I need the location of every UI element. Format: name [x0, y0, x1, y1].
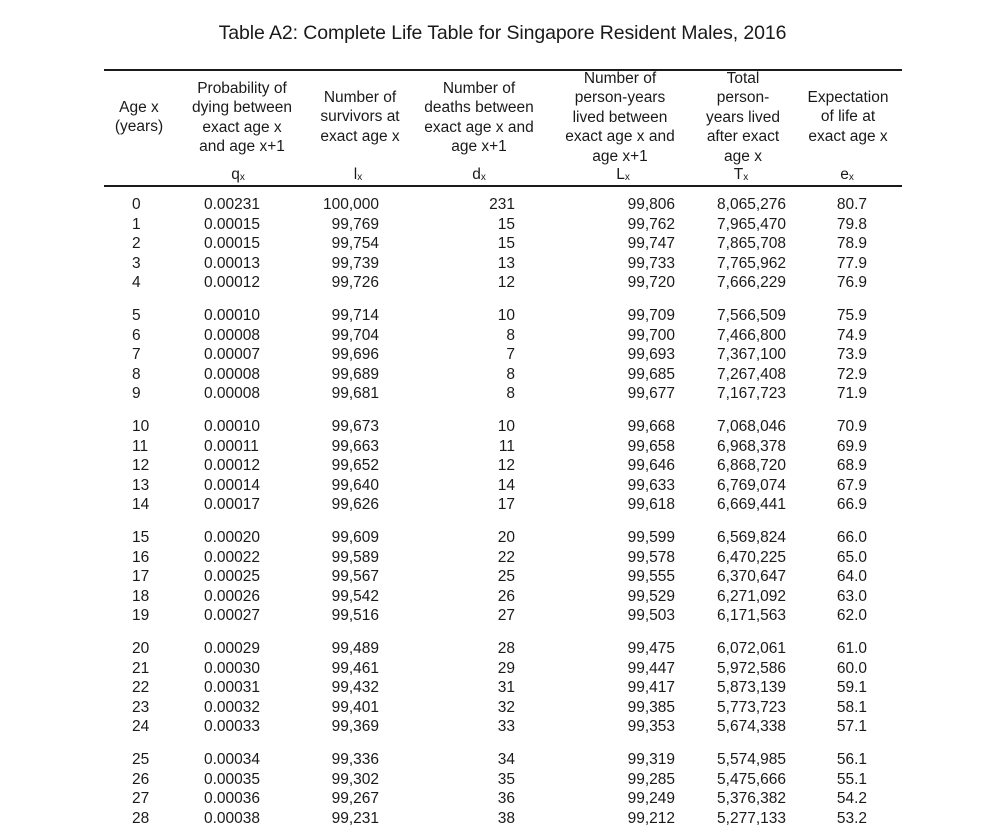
cell-Tx: 5,773,723	[717, 698, 786, 716]
header-qx	[181, 79, 303, 157]
header-line: Number of	[583, 70, 657, 87]
cell-Lx: 99,806	[627, 196, 675, 213]
cell-dx: 8	[506, 365, 515, 383]
cell-Tx: 6,868,720	[717, 457, 786, 475]
column-symbol-subscript: x	[480, 172, 486, 183]
header-ex	[796, 88, 900, 146]
cell-Tx: 6,271,092	[717, 587, 786, 605]
cell-lx: 99,704	[331, 326, 379, 344]
cell-Lx: 99,658	[627, 437, 675, 455]
cell-qx: 0.00010	[204, 418, 261, 435]
cell-Lx: 99,693	[627, 346, 675, 364]
cell-dx: 12	[497, 457, 515, 475]
cell-Lx: 99,618	[627, 496, 675, 514]
cell-age: 3	[132, 254, 141, 272]
cell-ex: 64.0	[836, 568, 867, 586]
column-symbol: q	[231, 166, 240, 183]
cell-Tx: 6,171,563	[717, 607, 786, 625]
table-row	[0, 365, 985, 385]
cell-Tx: 6,669,441	[717, 496, 786, 514]
cell-qx: 0.00036	[204, 790, 261, 808]
cell-qx: 0.00013	[204, 254, 261, 272]
table-row	[0, 639, 985, 659]
table-row	[0, 567, 985, 587]
cell-lx: 99,489	[331, 640, 379, 657]
cell-lx: 99,609	[331, 529, 379, 546]
header-Tx	[694, 69, 792, 166]
cell-ex: 74.9	[836, 326, 867, 344]
cell-qx: 0.00007	[204, 346, 261, 364]
table-row	[0, 384, 985, 404]
cell-Lx: 99,762	[627, 215, 675, 233]
cell-Tx: 7,167,723	[717, 385, 786, 403]
cell-age: 22	[132, 679, 150, 697]
cell-Lx: 99,733	[627, 254, 675, 272]
cell-ex: 66.0	[836, 529, 867, 546]
symbol-qx	[198, 166, 278, 186]
cell-Lx: 99,285	[627, 770, 675, 788]
cell-dx: 35	[497, 770, 515, 788]
cell-lx: 99,516	[331, 607, 379, 625]
cell-qx: 0.00011	[204, 437, 259, 455]
header-bottom-rule	[104, 185, 902, 187]
cell-Lx: 99,475	[627, 640, 675, 657]
cell-lx: 99,681	[331, 385, 379, 403]
symbol-Lx	[583, 166, 663, 186]
table-row	[0, 345, 985, 365]
cell-age: 7	[132, 346, 141, 364]
header-age	[106, 98, 172, 137]
header-line: after exact	[706, 128, 780, 146]
header-dx	[414, 79, 544, 157]
cell-Tx: 7,267,408	[717, 365, 786, 383]
header-line: lived between	[572, 108, 668, 126]
cell-lx: 99,663	[331, 437, 379, 455]
cell-dx: 36	[497, 790, 515, 808]
table-row	[0, 476, 985, 496]
cell-Tx: 7,666,229	[717, 274, 786, 292]
cell-dx: 22	[497, 548, 515, 566]
cell-dx: 27	[497, 607, 515, 625]
cell-ex: 62.0	[836, 607, 867, 625]
cell-ex: 57.1	[836, 718, 867, 736]
cell-ex: 60.0	[836, 659, 867, 677]
cell-age: 28	[132, 809, 150, 827]
table-row	[0, 495, 985, 515]
cell-ex: 73.9	[836, 346, 867, 364]
cell-qx: 0.00033	[204, 718, 261, 736]
cell-ex: 71.9	[836, 385, 867, 403]
cell-age: 6	[132, 326, 141, 344]
cell-ex: 65.0	[836, 548, 867, 566]
cell-age: 8	[132, 365, 141, 383]
header-line: exact age x	[808, 127, 888, 145]
table-row	[0, 234, 985, 254]
cell-dx: 12	[497, 274, 515, 292]
cell-Lx: 99,249	[627, 790, 675, 808]
header-line: of life at	[820, 108, 876, 126]
cell-Tx: 5,277,133	[717, 809, 786, 827]
column-symbol-subscript: x	[624, 172, 630, 183]
cell-Tx: 7,068,046	[717, 418, 786, 435]
cell-qx: 0.00015	[204, 215, 261, 233]
cell-lx: 99,336	[331, 751, 379, 768]
symbol-dx	[439, 166, 519, 186]
column-symbol-subscript: x	[239, 172, 245, 183]
cell-Tx: 5,574,985	[717, 751, 786, 768]
cell-lx: 99,726	[331, 274, 379, 292]
table-row	[0, 215, 985, 235]
table-title: Table A2: Complete Life Table for Singapore Resident Males, 2016	[218, 22, 787, 44]
cell-dx: 34	[497, 751, 515, 768]
cell-Lx: 99,633	[627, 476, 675, 494]
header-line: dying between	[192, 99, 292, 117]
cell-dx: 10	[497, 307, 515, 324]
cell-qx: 0.00026	[204, 587, 261, 605]
cell-qx: 0.00031	[204, 679, 261, 697]
cell-ex: 53.2	[836, 809, 867, 827]
cell-qx: 0.00022	[204, 548, 261, 566]
cell-ex: 72.9	[836, 365, 867, 383]
cell-age: 5	[132, 307, 141, 324]
cell-age: 17	[132, 568, 150, 586]
cell-age: 0	[132, 196, 141, 213]
cell-Tx: 5,376,382	[717, 790, 786, 808]
cell-Lx: 99,646	[627, 457, 675, 475]
cell-Tx: 6,769,074	[717, 476, 786, 494]
table-row	[0, 528, 985, 548]
cell-age: 13	[132, 476, 150, 494]
cell-dx: 38	[497, 809, 515, 827]
cell-Tx: 7,466,800	[717, 326, 786, 344]
cell-dx: 11	[498, 437, 515, 455]
column-symbol-subscript: x	[743, 172, 749, 183]
header-line: person-years	[574, 89, 666, 107]
cell-dx: 26	[497, 587, 515, 605]
column-symbol-subscript: x	[357, 172, 363, 183]
cell-Tx: 5,972,586	[717, 659, 786, 677]
cell-Tx: 8,065,276	[717, 196, 786, 213]
cell-lx: 100,000	[322, 196, 379, 213]
cell-Lx: 99,529	[627, 587, 675, 605]
cell-dx: 33	[497, 718, 515, 736]
header-line: Number of	[442, 80, 516, 97]
cell-lx: 99,754	[331, 235, 379, 253]
symbol-ex	[807, 166, 887, 186]
cell-lx: 99,626	[331, 496, 379, 514]
header-line: age x+1	[592, 147, 648, 165]
table-row	[0, 437, 985, 457]
cell-Lx: 99,747	[627, 235, 675, 253]
cell-age: 11	[132, 437, 149, 455]
cell-lx: 99,714	[331, 307, 379, 324]
cell-lx: 99,739	[331, 254, 379, 272]
cell-dx: 8	[506, 326, 515, 344]
column-symbol: T	[733, 166, 744, 183]
cell-dx: 231	[489, 196, 515, 213]
cell-lx: 99,231	[331, 809, 379, 827]
cell-ex: 69.9	[836, 437, 867, 455]
cell-qx: 0.00010	[204, 307, 261, 324]
cell-Tx: 5,475,666	[717, 770, 786, 788]
table-row	[0, 770, 985, 790]
cell-dx: 17	[497, 496, 515, 514]
cell-Tx: 7,965,470	[717, 215, 786, 233]
cell-Tx: 7,865,708	[717, 235, 786, 253]
cell-qx: 0.00035	[204, 770, 261, 788]
cell-lx: 99,461	[331, 659, 379, 677]
symbol-lx	[318, 166, 398, 186]
table-row	[0, 750, 985, 770]
header-line: and age x+1	[199, 138, 285, 156]
cell-Lx: 99,503	[627, 607, 675, 625]
table-row	[0, 456, 985, 476]
cell-ex: 75.9	[836, 307, 867, 324]
cell-dx: 7	[506, 346, 515, 364]
cell-ex: 63.0	[836, 587, 867, 605]
cell-qx: 0.00231	[204, 196, 261, 213]
cell-Lx: 99,709	[627, 307, 675, 324]
column-symbol: e	[840, 166, 849, 183]
header-line: exact age x	[202, 118, 282, 136]
cell-Lx: 99,700	[627, 326, 675, 344]
cell-qx: 0.00012	[204, 457, 261, 475]
cell-age: 19	[132, 607, 150, 625]
cell-Lx: 99,599	[627, 529, 675, 546]
table-row	[0, 789, 985, 809]
header-line: (years)	[114, 118, 164, 136]
cell-ex: 58.1	[836, 698, 867, 716]
cell-ex: 56.1	[836, 751, 867, 768]
cell-lx: 99,696	[331, 346, 379, 364]
cell-ex: 67.9	[836, 476, 867, 494]
cell-Tx: 6,072,061	[717, 640, 786, 657]
column-symbol: L	[616, 166, 625, 183]
table-row	[0, 659, 985, 679]
header-line: age x+1	[451, 138, 507, 156]
cell-qx: 0.00020	[204, 529, 261, 546]
header-Lx	[550, 69, 690, 166]
cell-age: 25	[132, 751, 150, 768]
table-row	[0, 606, 985, 626]
cell-dx: 31	[497, 679, 515, 697]
cell-lx: 99,401	[331, 698, 379, 716]
cell-Lx: 99,447	[627, 659, 675, 677]
cell-lx: 99,640	[331, 476, 379, 494]
cell-Tx: 6,968,378	[717, 437, 786, 455]
cell-ex: 59.1	[836, 679, 867, 697]
cell-qx: 0.00038	[204, 809, 261, 827]
cell-age: 12	[132, 457, 150, 475]
header-line: Number of	[323, 89, 397, 106]
cell-Lx: 99,417	[627, 679, 675, 697]
cell-age: 2	[132, 235, 141, 253]
cell-age: 20	[132, 640, 150, 657]
cell-age: 10	[132, 418, 150, 435]
cell-qx: 0.00029	[204, 640, 261, 657]
cell-age: 21	[132, 659, 150, 677]
cell-dx: 10	[497, 418, 515, 435]
cell-ex: 68.9	[836, 457, 867, 475]
cell-lx: 99,673	[331, 418, 379, 435]
cell-Lx: 99,720	[627, 274, 675, 292]
cell-age: 9	[132, 385, 141, 403]
cell-dx: 13	[497, 254, 515, 272]
table-row	[0, 587, 985, 607]
cell-qx: 0.00012	[204, 274, 261, 292]
header-line: years lived	[705, 108, 781, 126]
cell-Tx: 7,765,962	[717, 254, 786, 272]
cell-age: 26	[132, 770, 150, 788]
table-row	[0, 809, 985, 829]
cell-qx: 0.00008	[204, 326, 261, 344]
table-row	[0, 678, 985, 698]
cell-ex: 80.7	[836, 196, 867, 213]
cell-Tx: 6,370,647	[717, 568, 786, 586]
cell-Tx: 7,367,100	[717, 346, 786, 364]
table-row	[0, 306, 985, 326]
cell-ex: 66.9	[836, 496, 867, 514]
table-row	[0, 417, 985, 437]
cell-dx: 20	[497, 529, 515, 546]
column-symbol: l	[353, 166, 358, 183]
cell-ex: 61.0	[836, 640, 867, 657]
cell-qx: 0.00008	[204, 365, 261, 383]
cell-Lx: 99,212	[627, 809, 675, 827]
cell-Lx: 99,319	[627, 751, 675, 768]
cell-lx: 99,589	[331, 548, 379, 566]
table-row	[0, 548, 985, 568]
column-symbol: d	[472, 166, 481, 183]
cell-dx: 29	[497, 659, 515, 677]
cell-dx: 8	[506, 385, 515, 403]
cell-dx: 14	[497, 476, 515, 494]
cell-age: 14	[132, 496, 150, 514]
symbol-Tx	[701, 166, 781, 186]
cell-age: 15	[132, 529, 150, 546]
cell-qx: 0.00008	[204, 385, 261, 403]
cell-Lx: 99,668	[627, 418, 675, 435]
column-symbol-subscript: x	[848, 172, 854, 183]
cell-Tx: 6,470,225	[717, 548, 786, 566]
cell-ex: 54.2	[836, 790, 867, 808]
cell-lx: 99,369	[331, 718, 379, 736]
cell-Lx: 99,677	[627, 385, 675, 403]
cell-dx: 25	[497, 568, 515, 586]
cell-dx: 28	[497, 640, 515, 657]
cell-ex: 55.1	[836, 770, 867, 788]
cell-qx: 0.00030	[204, 659, 261, 677]
cell-ex: 77.9	[836, 254, 867, 272]
cell-ex: 79.8	[836, 215, 867, 233]
cell-qx: 0.00032	[204, 698, 261, 716]
header-line: exact age x and	[565, 128, 675, 146]
table-row	[0, 195, 985, 215]
cell-lx: 99,302	[331, 770, 379, 788]
cell-Tx: 5,674,338	[717, 718, 786, 736]
cell-lx: 99,769	[331, 215, 379, 233]
header-line: person-	[716, 89, 770, 107]
header-line: exact age x and	[424, 118, 534, 136]
cell-age: 16	[132, 548, 150, 566]
header-line: deaths between	[424, 99, 534, 117]
cell-qx: 0.00027	[204, 607, 261, 625]
cell-qx: 0.00014	[204, 476, 261, 494]
cell-qx: 0.00025	[204, 568, 261, 586]
cell-lx: 99,689	[331, 365, 379, 383]
cell-lx: 99,267	[331, 790, 379, 808]
cell-lx: 99,652	[331, 457, 379, 475]
cell-ex: 76.9	[836, 274, 867, 292]
cell-dx: 15	[497, 235, 515, 253]
cell-age: 24	[132, 718, 150, 736]
cell-ex: 78.9	[836, 235, 867, 253]
cell-qx: 0.00015	[204, 235, 261, 253]
header-line: Probability of	[197, 80, 287, 97]
cell-age: 18	[132, 587, 150, 605]
table-row	[0, 717, 985, 737]
cell-lx: 99,567	[331, 568, 379, 586]
header-line: Total	[726, 70, 760, 87]
table-row	[0, 273, 985, 293]
table-row	[0, 326, 985, 346]
cell-Tx: 7,566,509	[717, 307, 786, 324]
cell-Lx: 99,555	[627, 568, 675, 586]
cell-qx: 0.00034	[204, 751, 261, 768]
cell-ex: 70.9	[836, 418, 867, 435]
cell-Tx: 5,873,139	[717, 679, 786, 697]
header-line: age x	[724, 147, 762, 165]
header-line: Expectation	[807, 89, 889, 106]
cell-age: 4	[132, 274, 141, 292]
header-line: survivors at	[320, 108, 400, 126]
cell-lx: 99,432	[331, 679, 379, 697]
cell-Lx: 99,685	[627, 365, 675, 383]
cell-dx: 15	[497, 215, 515, 233]
header-line: exact age x	[320, 127, 400, 145]
cell-qx: 0.00017	[204, 496, 261, 514]
cell-dx: 32	[497, 698, 515, 716]
cell-age: 23	[132, 698, 150, 716]
cell-lx: 99,542	[331, 587, 379, 605]
cell-Tx: 6,569,824	[717, 529, 786, 546]
cell-Lx: 99,353	[627, 718, 675, 736]
cell-age: 27	[132, 790, 150, 808]
header-lx	[309, 88, 411, 146]
table-row	[0, 254, 985, 274]
cell-age: 1	[132, 215, 141, 233]
cell-Lx: 99,385	[627, 698, 675, 716]
cell-Lx: 99,578	[627, 548, 675, 566]
header-line: Age x	[119, 99, 159, 116]
table-row	[0, 698, 985, 718]
